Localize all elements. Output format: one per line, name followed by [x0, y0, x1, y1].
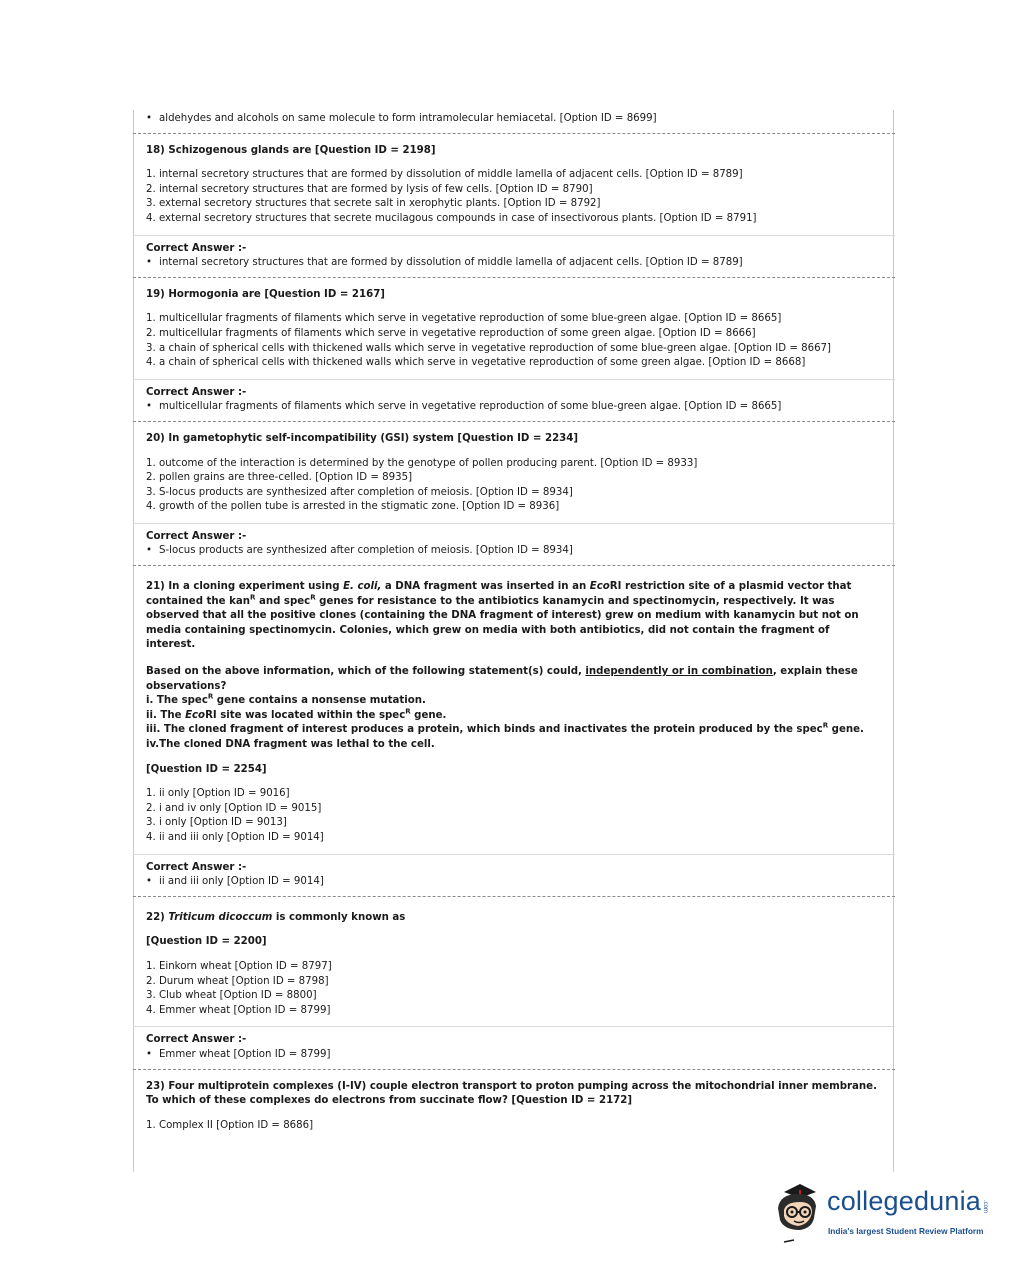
q18-correct-answer: • internal secretory structures that are formed by dissolution of middle lamella of adjacent cells. [Option ID = 8789] — [146, 256, 882, 271]
q18-option-2: 2. internal secretory structures that are formed by lysis of few cells. [Option ID = 8790] — [146, 183, 593, 195]
q18-option-4: 4. external secretory structures that secrete mucilagous compounds in case of insectivorous plants. [Option ID = 8791] — [146, 212, 757, 224]
q21-based — [146, 665, 882, 694]
q23-option-1: 1. Complex II [Option ID = 8686] — [146, 1119, 314, 1131]
q19-option-3: 3. a chain of spherical cells with thickened walls which serve in vegetative reproduction of some blue-green algae. [Option ID = 8667] — [146, 342, 832, 354]
q19-option-4: 4. a chain of spherical cells with thickened walls which serve in vegetative reproduction of some green algae. [Option ID = 8668] — [146, 357, 806, 369]
q22-option-4: 4. Emmer wheat [Option ID = 8799] — [146, 1004, 331, 1016]
q21-text: Based on the above information, which of the following statement(s) could, — [146, 666, 586, 678]
question-23-title: 23) Four multiprotein complexes (I-IV) couple electron transport to proton pumping across the mitochondrial inner membrane. To which of these complexes do electrons from succinate flow? [Question ID = 2172] — [146, 1080, 877, 1107]
question-21-stem — [146, 580, 882, 653]
q20-option-3: 3. S-locus products are synthesized after completion of meiosis. [Option ID = 8934] — [146, 486, 573, 498]
q20-option-1: 1. outcome of the interaction is determined by the genotype of pollen producing parent. [Option ID = 8933] — [146, 457, 698, 469]
previous-answer-fragment: • aldehydes and alcohols on same molecule to form intramolecular hemiacetal. [Option ID = 8699] — [146, 112, 882, 127]
q21-eco: Eco — [589, 581, 610, 593]
q19-option-1: 1. multicellular fragments of filaments which serve in vegetative reproduction of some blue-green algae. [Option ID = 8665] — [146, 313, 782, 325]
q21-eco: Eco — [185, 709, 206, 721]
q22-option-1: 1. Einkorn wheat [Option ID = 8797] — [146, 960, 332, 972]
q21-text: RI restriction site of a plasmid vector that contained the kan — [146, 581, 852, 607]
q21-text: a DNA fragment was inserted in an — [381, 581, 590, 593]
q21-text: iii. The cloned fragment of interest produces a protein, which binds and inactivates the protein produced by the spec — [146, 724, 823, 736]
question-19-title: 19) Hormogonia are [Question ID = 2167] — [146, 288, 385, 300]
q21-sup: R — [310, 593, 316, 602]
q22-correct-label: Correct Answer :- — [146, 1034, 247, 1046]
q19-option-2: 2. multicellular fragments of filaments which serve in vegetative reproduction of some green algae. [Option ID = 8666] — [146, 327, 756, 339]
q18-option-1: 1. internal secretory structures that are formed by dissolution of middle lamella of adjacent cells. [Option ID = 8789] — [146, 169, 743, 181]
q21-option-3: 3. i only [Option ID = 9013] — [146, 817, 287, 829]
q19-correct-answer: • multicellular fragments of filaments which serve in vegetative reproduction of some blue-green algae. [Option ID = 8665] — [146, 400, 882, 415]
q22-option-2: 2. Durum wheat [Option ID = 8798] — [146, 975, 329, 987]
q21-text: gene contains a nonsense mutation. — [213, 695, 426, 707]
q18-correct-label: Correct Answer :- — [146, 242, 247, 254]
q20-correct-answer: • S-locus products are synthesized after completion of meiosis. [Option ID = 8934] — [146, 544, 882, 559]
q21-text: RI site was located within the spec — [205, 709, 406, 721]
q20-option-2: 2. pollen grains are three-celled. [Option ID = 8935] — [146, 472, 413, 484]
q21-statement-3 — [146, 723, 882, 738]
question-18-title: 18) Schizogenous glands are [Question ID = 2198] — [146, 144, 436, 156]
q22-correct-answer: • Emmer wheat [Option ID = 8799] — [146, 1048, 882, 1063]
question-20-title: 20) In gametophytic self-incompatibility (GSI) system [Question ID = 2234] — [146, 432, 579, 444]
q21-text: i. The spec — [146, 695, 208, 707]
logo-wordmark: collegedunia — [827, 1186, 982, 1216]
q21-number: 21) In a cloning experiment using — [146, 581, 344, 593]
q21-correct-answer: • ii and iii only [Option ID = 9014] — [146, 875, 882, 890]
q22-text: is commonly known as — [272, 911, 406, 923]
q21-text: ii. The — [146, 709, 186, 721]
q21-text: gene. — [410, 709, 447, 721]
q21-underlined: independently or in combination — [585, 666, 773, 678]
q21-sup: R — [405, 707, 411, 716]
q21-statement-1 — [146, 694, 882, 709]
q18-option-3: 3. external secretory structures that secrete salt in xerophytic plants. [Option ID = 8792] — [146, 198, 601, 210]
q21-sup: R — [207, 692, 214, 701]
q21-text: genes for resistance to the antibiotics kanamycin and spectinomycin, respectively. It was observed that all the positive clones (containing the DNA fragment of interest) grew on medium with kanamycin but not on media containing spectinomycin. Colonies, which grew on media with both antibiotics, did not contain the fragment of interest. — [146, 595, 859, 651]
question-22-title — [146, 911, 882, 926]
q21-question-id: [Question ID = 2254] — [146, 763, 267, 775]
q21-sup: R — [822, 722, 829, 731]
q21-statement-2 — [146, 709, 882, 724]
q21-ecoli: E. coli, — [343, 581, 382, 593]
q21-option-2: 2. i and iv only [Option ID = 9015] — [146, 802, 322, 814]
q20-option-4: 4. growth of the pollen tube is arrested in the stigmatic zone. [Option ID = 8936] — [146, 501, 560, 513]
q19-correct-label: Correct Answer :- — [146, 386, 247, 398]
logo-com: .com — [982, 1200, 988, 1214]
q21-text: gene. — [828, 724, 864, 736]
q22-number: 22) — [146, 911, 169, 923]
q22-species: Triticum dicoccum — [168, 911, 273, 923]
q21-text: and spec — [255, 595, 311, 607]
q20-correct-label: Correct Answer :- — [146, 530, 247, 542]
mascot-icon — [778, 1184, 816, 1242]
q21-option-4: 4. ii and iii only [Option ID = 9014] — [146, 831, 324, 843]
q22-question-id: [Question ID = 2200] — [146, 936, 267, 948]
q21-correct-label: Correct Answer :- — [146, 861, 247, 873]
q21-option-1: 1. ii only [Option ID = 9016] — [146, 788, 290, 800]
q21-sup: R — [250, 593, 256, 602]
document-content — [146, 112, 882, 1133]
q21-text: , explain these observations? — [146, 666, 858, 692]
q21-statement-4: iv.The cloned DNA fragment was lethal to the cell. — [146, 739, 435, 750]
q22-option-3: 3. Club wheat [Option ID = 8800] — [146, 990, 317, 1002]
logo-tagline: India's largest Student Review Platform — [828, 1226, 984, 1236]
